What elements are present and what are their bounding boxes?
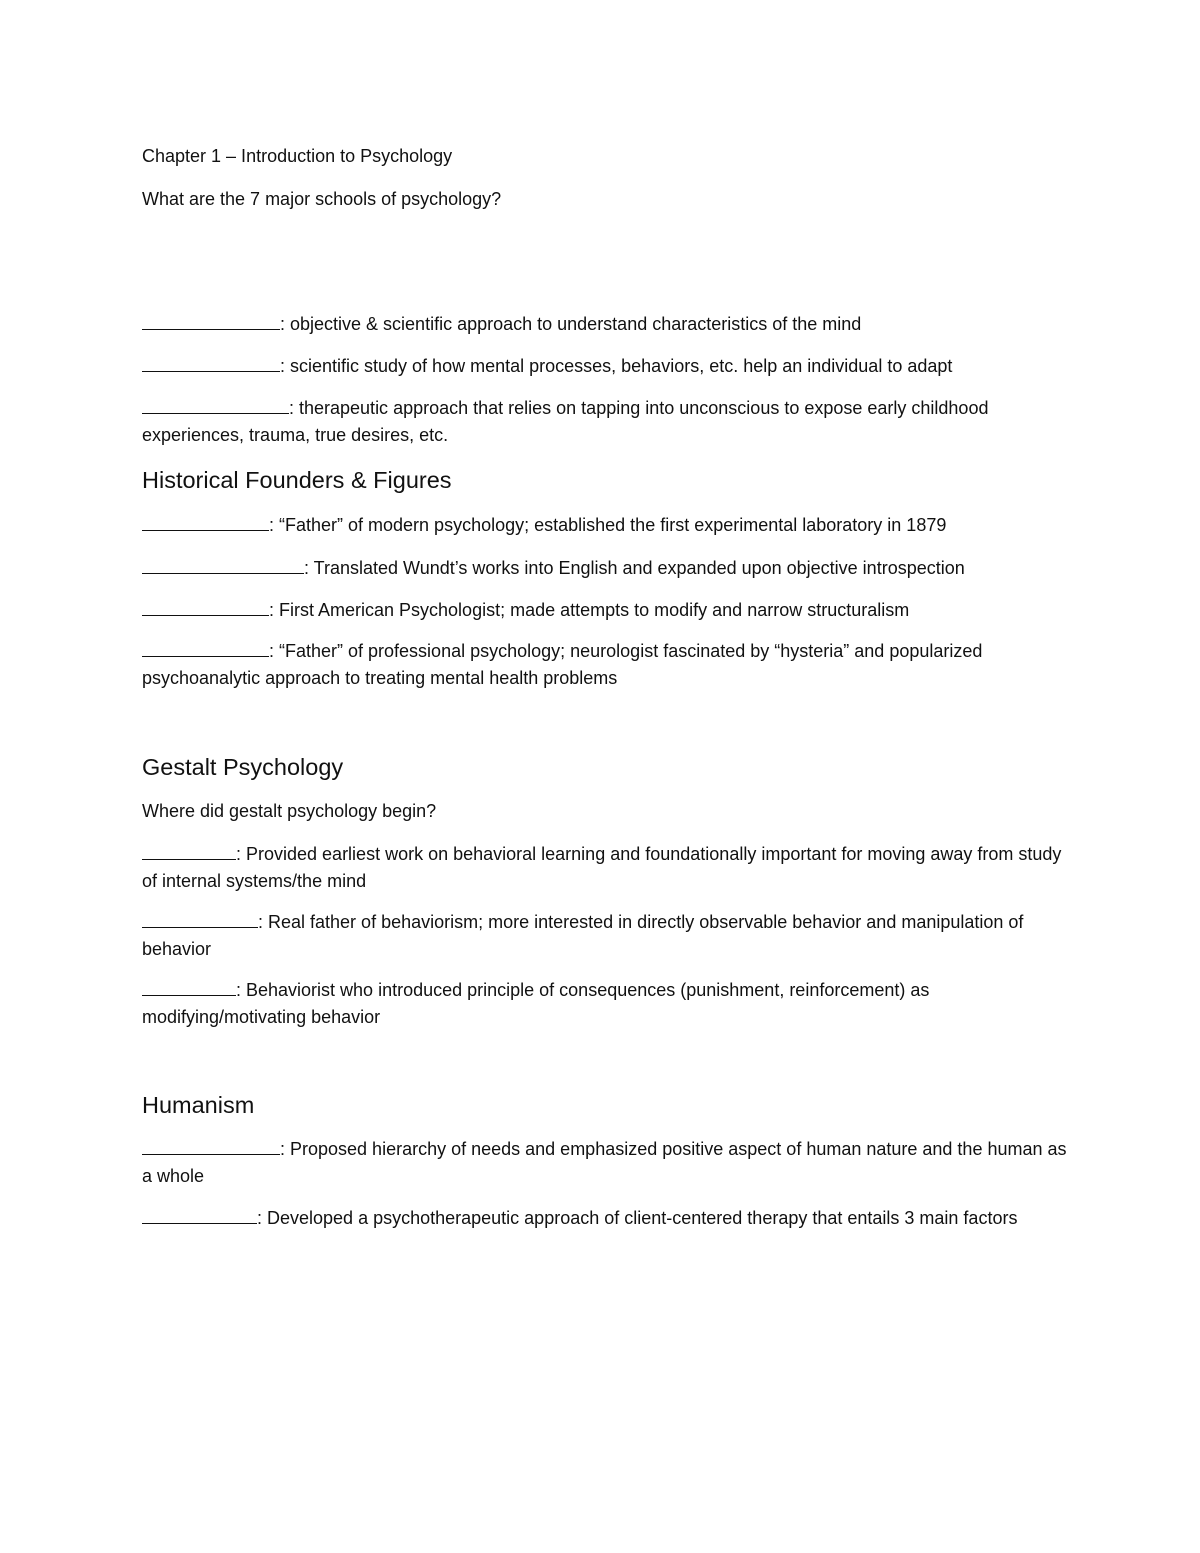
answer-blank[interactable] bbox=[142, 556, 304, 574]
answer-blank[interactable] bbox=[142, 842, 236, 860]
answer-blank[interactable] bbox=[142, 396, 289, 414]
fill-in-item bbox=[142, 638, 1072, 691]
chapter-title: Chapter 1 – Introduction to Psychology bbox=[142, 146, 453, 166]
fill-in-item bbox=[142, 841, 1072, 894]
answer-blank[interactable] bbox=[142, 639, 269, 657]
section-heading-humanism: Humanism bbox=[142, 1092, 255, 1118]
fill-in-item bbox=[142, 555, 1082, 581]
fill-in-item bbox=[142, 1205, 1072, 1232]
item-description: : objective & scientific approach to understand characteristics of the mind bbox=[280, 314, 862, 334]
item-description: : Proposed hierarchy of needs and emphasized positive aspect of human nature and the human as a whole bbox=[142, 1139, 1067, 1186]
item-description: : Translated Wundt’s works into English and expanded upon objective introspection bbox=[304, 558, 965, 578]
item-description: : therapeutic approach that relies on tapping into unconscious to expose early childhood experiences, trauma, true desires, etc. bbox=[142, 398, 989, 445]
fill-in-item bbox=[142, 353, 1082, 379]
answer-blank[interactable] bbox=[142, 910, 258, 928]
fill-in-item bbox=[142, 311, 1082, 337]
item-description: : First American Psychologist; made attempts to modify and narrow structuralism bbox=[269, 600, 910, 620]
answer-blank[interactable] bbox=[142, 1137, 280, 1155]
item-description: : Real father of behaviorism; more interested in directly observable behavior and manipulation of behavior bbox=[142, 912, 1024, 959]
fill-in-item bbox=[142, 1136, 1072, 1189]
fill-in-item bbox=[142, 597, 1082, 623]
item-description: : Developed a psychotherapeutic approach of client-centered therapy that entails 3 main factors bbox=[257, 1208, 1018, 1228]
answer-blank[interactable] bbox=[142, 598, 269, 616]
answer-blank[interactable] bbox=[142, 513, 269, 531]
item-description: : scientific study of how mental processes, behaviors, etc. help an individual to adapt bbox=[280, 356, 953, 376]
fill-in-item bbox=[142, 512, 1082, 538]
gestalt-question: Where did gestalt psychology begin? bbox=[142, 801, 437, 821]
answer-blank[interactable] bbox=[142, 354, 280, 372]
fill-in-item bbox=[142, 395, 1072, 448]
section-heading-gestalt: Gestalt Psychology bbox=[142, 754, 344, 780]
item-description: : Behaviorist who introduced principle of consequences (punishment, reinforcement) as modifying/motivating behavior bbox=[142, 980, 930, 1027]
schools-question: What are the 7 major schools of psychology? bbox=[142, 189, 502, 209]
section-heading-founders: Historical Founders & Figures bbox=[142, 467, 452, 493]
fill-in-item bbox=[142, 909, 1072, 962]
item-description: : “Father” of professional psychology; neurologist fascinated by “hysteria” and popularized psychoanalytic approach to treating mental health problems bbox=[142, 641, 983, 688]
fill-in-item bbox=[142, 977, 1072, 1030]
item-description: : Provided earliest work on behavioral learning and foundationally important for moving away from study of internal systems/the mind bbox=[142, 844, 1062, 891]
answer-blank[interactable] bbox=[142, 978, 236, 996]
answer-blank[interactable] bbox=[142, 312, 280, 330]
item-description: : “Father” of modern psychology; established the first experimental laboratory in 1879 bbox=[269, 515, 947, 535]
answer-blank[interactable] bbox=[142, 1206, 257, 1224]
